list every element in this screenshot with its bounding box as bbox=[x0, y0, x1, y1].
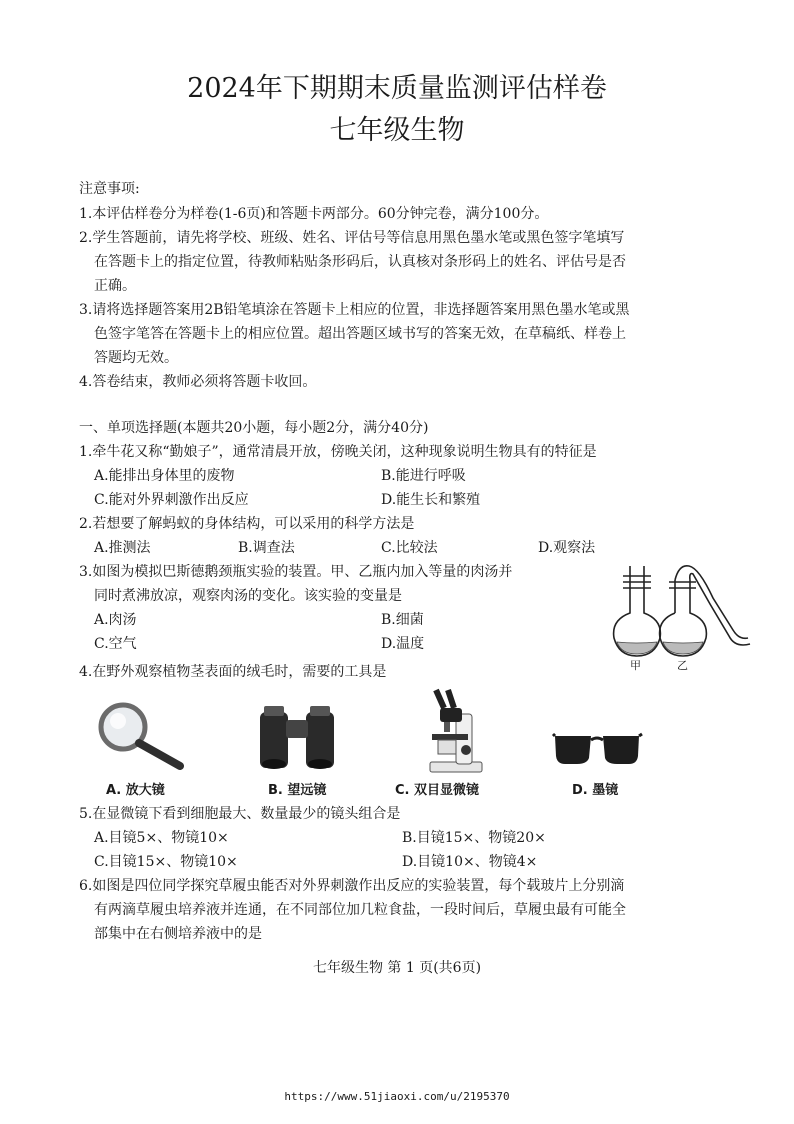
q1-option-b: B.能进行呼吸 bbox=[381, 468, 466, 484]
watermark-url: https://www.51jiaoxi.com/u/2195370 bbox=[284, 1090, 510, 1103]
q1-stem: 1.牵牛花又称“勤娘子”，通常清晨开放，傍晚关闭，这种现象说明生物具有的特征是 bbox=[79, 444, 597, 460]
q3-option-c: C.空气 bbox=[94, 636, 137, 652]
notes-line-3: 在答题卡上的指定位置，待教师粘贴条形码后，认真核对条形码上的姓名、评估号是否 bbox=[94, 254, 626, 270]
q4-option-d: D. 墨镜 bbox=[572, 783, 619, 798]
q2-option-a: A.推测法 bbox=[94, 540, 151, 556]
q3-option-a: A.肉汤 bbox=[94, 612, 137, 628]
q5-option-b: B.目镜15×、物镜20× bbox=[402, 830, 546, 846]
notes-line-8: 4.答卷结束，教师必须将答题卡收回。 bbox=[79, 374, 317, 390]
notes-heading: 注意事项: bbox=[79, 181, 140, 197]
q5-option-d: D.目镜10×、物镜4× bbox=[402, 854, 538, 870]
q6-line-3: 部集中在右侧培养液中的是 bbox=[94, 926, 262, 942]
q3-stem-line-2: 同时煮沸放凉，观察肉汤的变化。该实验的变量是 bbox=[94, 588, 402, 604]
notes-line-4: 正确。 bbox=[94, 278, 136, 294]
section-heading: 一、单项选择题(本题共20小题，每小题2分，满分40分) bbox=[79, 420, 429, 436]
q2-option-d: D.观察法 bbox=[538, 540, 596, 556]
q1-option-c: C.能对外界刺激作出反应 bbox=[94, 492, 249, 508]
q5-stem: 5.在显微镜下看到细胞最大、数量最少的镜头组合是 bbox=[79, 806, 401, 822]
q5-option-a: A.目镜5×、物镜10× bbox=[94, 830, 229, 846]
flask-label-jia: 甲 bbox=[630, 659, 641, 672]
notes-line-6: 色签字笔答在答题卡上的相应位置。超出答题区域书写的答案无效，在草稿纸、样卷上 bbox=[94, 326, 626, 342]
magnifying-glass-icon bbox=[96, 702, 191, 772]
q1-option-d: D.能生长和繁殖 bbox=[381, 492, 481, 508]
page-subtitle: 七年级生物 bbox=[329, 115, 465, 146]
binoculars-icon bbox=[252, 704, 344, 772]
notes-line-7: 答题均无效。 bbox=[94, 350, 178, 366]
q2-option-c: C.比较法 bbox=[381, 540, 438, 556]
q3-stem-line-1: 3.如图为模拟巴斯德鹅颈瓶实验的装置。甲、乙瓶内加入等量的肉汤并 bbox=[79, 564, 513, 580]
q4-option-c: C. 双目显微镜 bbox=[395, 783, 480, 798]
q5-option-c: C.目镜15×、物镜10× bbox=[94, 854, 238, 870]
page-footer: 七年级生物 第 1 页(共6页) bbox=[312, 960, 482, 976]
page-title: 2024年下期期末质量监测评估样卷 bbox=[187, 73, 607, 104]
q4-option-a: A. 放大镜 bbox=[106, 783, 165, 798]
notes-line-1: 1.本评估样卷分为样卷(1-6页)和答题卡两部分。60分钟完卷，满分100分。 bbox=[79, 206, 549, 222]
q4-option-b: B. 望远镜 bbox=[268, 783, 327, 798]
q4-stem: 4.在野外观察植物茎表面的绒毛时，需要的工具是 bbox=[79, 664, 387, 680]
notes-line-5: 3.请将选择题答案用2B铅笔填涂在答题卡上相应的位置，非选择题答案用黑色墨水笔或黑 bbox=[79, 302, 630, 318]
q2-option-b: B.调查法 bbox=[238, 540, 295, 556]
q2-stem: 2.若想要了解蚂蚁的身体结构，可以采用的科学方法是 bbox=[79, 516, 415, 532]
microscope-icon bbox=[418, 684, 488, 774]
q1-option-a: A.能排出身体里的废物 bbox=[94, 468, 235, 484]
notes-line-2: 2.学生答题前，请先将学校、班级、姓名、评估号等信息用黑色墨水笔或黑色签字笔填写 bbox=[79, 230, 625, 246]
q3-option-b: B.细菌 bbox=[381, 612, 424, 628]
q6-line-1: 6.如图是四位同学探究草履虫能否对外界刺激作出反应的实验装置，每个载玻片上分别滴 bbox=[79, 878, 625, 894]
swan-neck-flask-figure bbox=[605, 558, 765, 673]
q3-option-d: D.温度 bbox=[381, 636, 425, 652]
flask-label-yi: 乙 bbox=[677, 659, 688, 672]
q6-line-2: 有两滴草履虫培养液并连通，在不同部位加几粒食盐，一段时间后，草履虫最有可能全 bbox=[94, 902, 626, 918]
sunglasses-icon bbox=[553, 728, 643, 768]
